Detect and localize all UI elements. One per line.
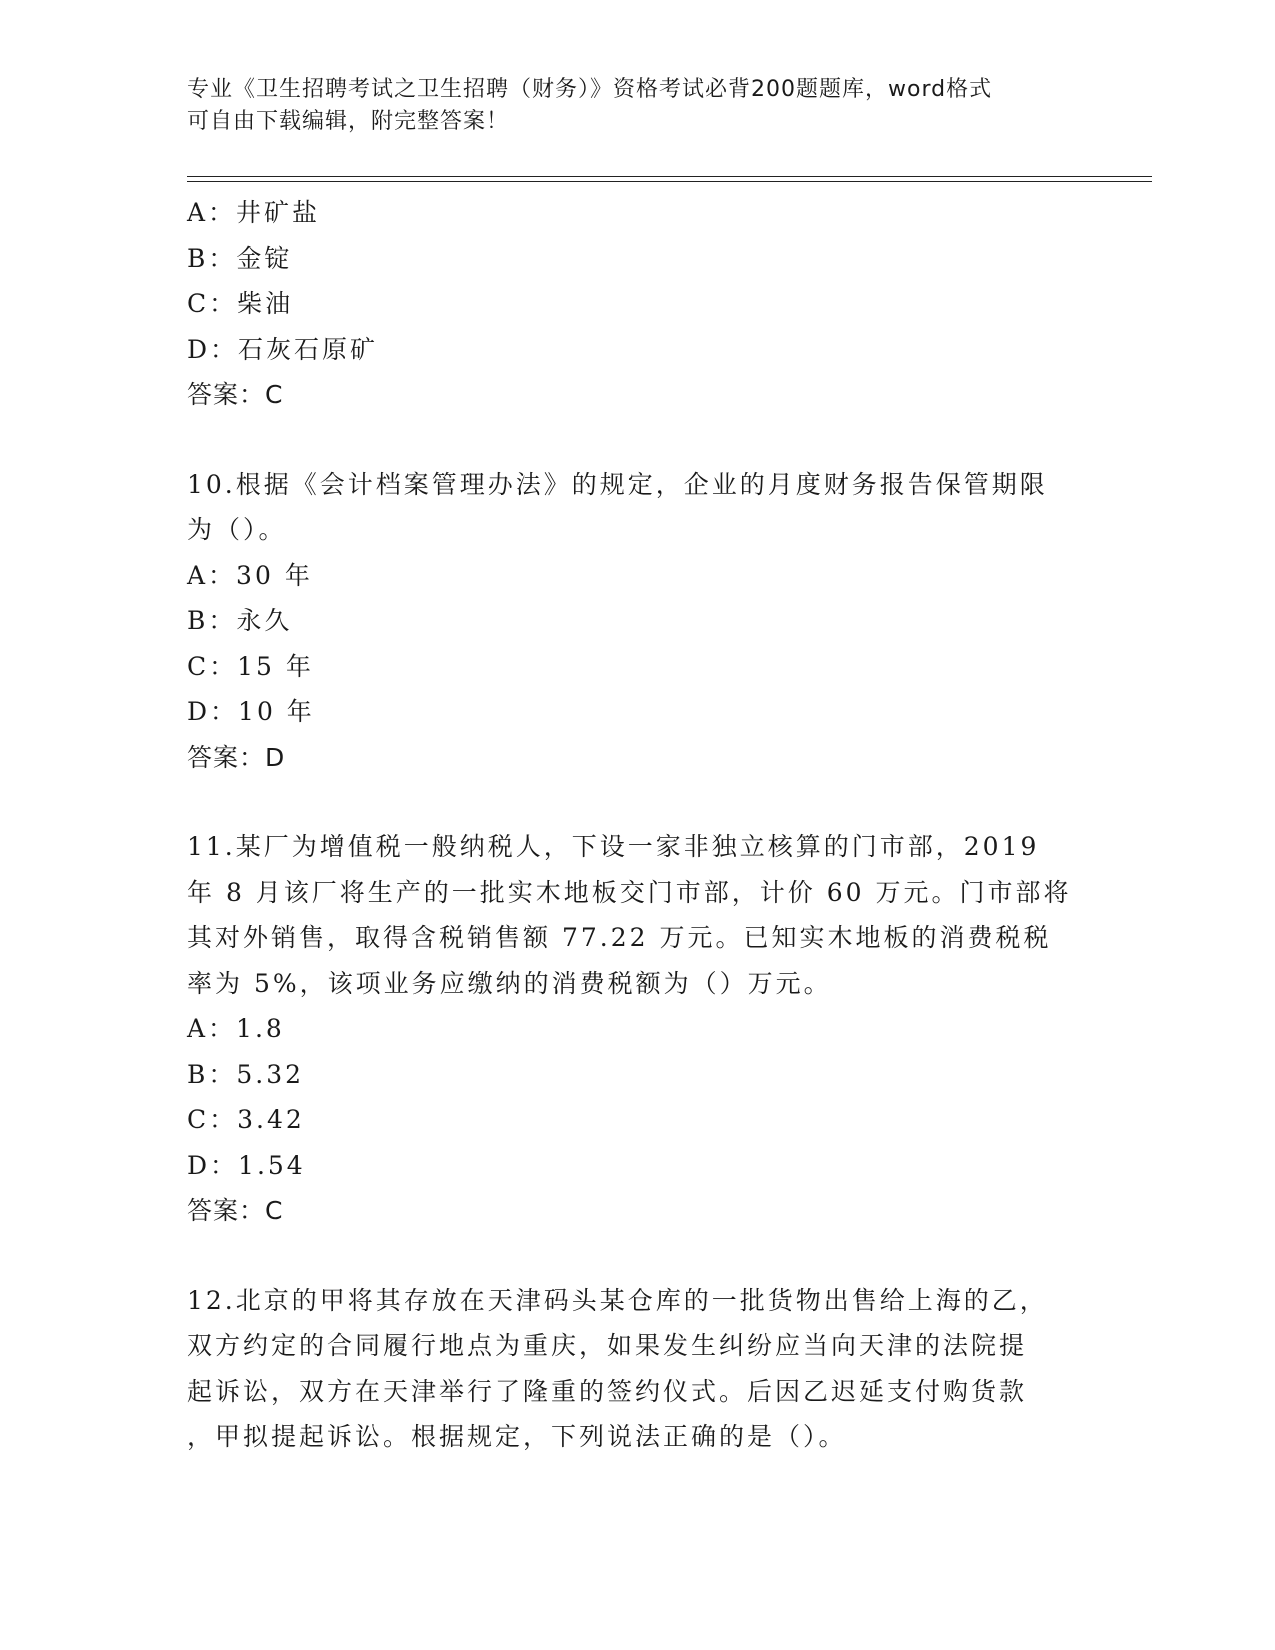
- question-11: [187, 824, 1087, 1234]
- question-text-line: 其对外销售，取得含税销售额 77.22 万元。已知实木地板的消费税税: [187, 923, 1052, 952]
- option-c: C：柴油: [187, 289, 294, 318]
- question-text-line: 10.根据《会计档案管理办法》的规定，企业的月度财务报告保管期限: [187, 469, 1048, 499]
- spacer: [187, 418, 1087, 462]
- question-text-line: 率为 5%，该项业务应缴纳的消费税额为（）万元。: [187, 968, 832, 998]
- question-text-line: ，甲拟提起诉讼。根据规定，下列说法正确的是（）。: [187, 1422, 847, 1451]
- option-a: A：井矿盐: [187, 198, 321, 227]
- question-text-line: 起诉讼，双方在天津举行了隆重的签约仪式。后因乙迟延支付购货款: [187, 1376, 1028, 1406]
- question-12: [187, 1278, 1087, 1460]
- option-d: D：石灰石原矿: [187, 334, 379, 364]
- spacer: [187, 780, 1087, 824]
- option-b: B：5.32: [187, 1059, 305, 1089]
- question-9: [187, 190, 1087, 418]
- answer-line: 答案：D: [187, 742, 286, 772]
- question-text-line: 为（）。: [187, 515, 287, 544]
- option-c: C：3.42: [187, 1105, 305, 1134]
- question-text-line: 年 8 月该厂将生产的一批实木地板交门市部，计价 60 万元。门市部将: [187, 877, 1072, 907]
- question-text-line: 双方约定的合同履行地点为重庆，如果发生纠纷应当向天津的法院提: [187, 1331, 1028, 1360]
- question-text-line: 11.某厂为增值税一般纳税人，下设一家非独立核算的门市部，2019: [187, 832, 1040, 861]
- question-10: [187, 462, 1087, 781]
- header-divider-bottom: [187, 181, 1152, 182]
- option-a: A：30 年: [187, 560, 313, 590]
- option-b: B：金锭: [187, 243, 293, 273]
- question-text-line: 12.北京的甲将其存放在天津码头某仓库的一批货物出售给上海的乙，: [187, 1285, 1048, 1315]
- answer-line: 答案：C: [187, 1196, 284, 1225]
- option-d: D：1.54: [187, 1150, 306, 1180]
- header-line-2: 可自由下载编辑，附完整答案！: [187, 109, 510, 134]
- question-content: [187, 190, 1087, 1460]
- option-c: C：15 年: [187, 651, 314, 681]
- option-b: B：永久: [187, 606, 293, 635]
- answer-line: 答案：C: [187, 380, 284, 409]
- header-divider-top: [187, 176, 1152, 177]
- option-d: D：10 年: [187, 697, 315, 726]
- spacer: [187, 1234, 1087, 1278]
- option-a: A：1.8: [187, 1014, 285, 1043]
- header-line-1: 专业《卫生招聘考试之卫生招聘（财务）》资格考试必背200题题库，word格式: [187, 77, 993, 102]
- document-header: [187, 74, 1067, 138]
